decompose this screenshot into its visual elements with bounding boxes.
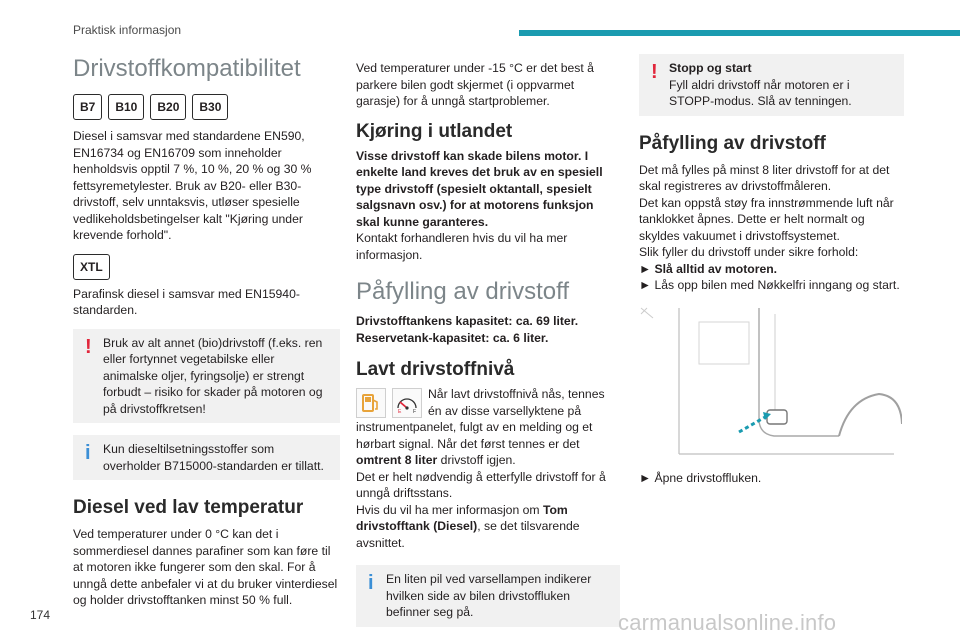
arrow-right-icon: ►: [639, 278, 652, 292]
fuel-gauge-icon: [392, 388, 422, 418]
warning-box-biofuel: [73, 329, 340, 424]
fuel-pump-icon: [356, 388, 386, 418]
warning-biofuel-text: Bruk av alt annet (bio)drivstoff (f.eks. ren eller fortynnet vegetabilske eller animalske oljer, fyringsolje) er strengt forbudt – risiko for skader på motoren og på drivstoffkretsen!: [103, 335, 323, 416]
warning-exclamation-icon: !: [85, 335, 92, 358]
refuel-section-title: Påfylling av drivstoff: [356, 278, 569, 305]
step-2: [639, 277, 904, 294]
step-3: [639, 470, 904, 487]
fuel-flap-illustration: [639, 304, 902, 458]
refuel-p2: Det kan oppstå støy fra innstrømmende luft når tanklokket åpnes. Dette er helt normalt og skyldes vakuumet i drivstoffsystemet.: [639, 195, 894, 243]
step-3-text: Åpne drivstoffluken.: [654, 470, 762, 485]
info-additives-text: Kun dieseltilsetningsstoffer som overholder B715000-standarden er tillatt.: [103, 442, 324, 473]
abroad-bold-text: Visse drivstoff kan skade bilens motor. I enkelte land kreves det bruk av en spesiell type drivstoff (spesielt oktantall, spesielt salgsnavn osv.) for at motorens funksjon skal kunne garanteres.: [356, 148, 603, 229]
reserve-capacity: Reservetank-kapasitet: ca. 6 liter.: [356, 330, 549, 345]
info-box-arrow: [356, 565, 620, 627]
low-fuel-text-a: Når lavt drivstoffnivå nås, tennes én av disse varsellyktene på instrumentpanelet, fulgt av en melding og et hørbart signal. Når det først tennes er det: [356, 387, 605, 451]
warning-box-stop-start: [639, 54, 904, 116]
column-2: [356, 50, 620, 627]
watermark-text: carmanualsonline.info: [618, 610, 837, 635]
low-fuel-text-b: drivstoff igjen.: [440, 453, 516, 467]
empty-tank-ref-b: , se det tilsvarende avsnittet.: [356, 519, 580, 550]
badge-b10: B10: [108, 94, 144, 120]
info-i-icon: i: [85, 442, 91, 464]
badge-xtl: XTL: [73, 254, 110, 280]
warning-exclamation-icon: !: [651, 61, 658, 83]
refuel-p3: Slik fyller du drivstoff under sikre forhold:: [639, 245, 859, 259]
low-temp-text: Ved temperaturer under 0 °C kan det i sommerdiesel dannes parafiner som kan føre til at motoren ikke fungerer som den skal. For å unngå dette anbefaler vi at du bruker vinterdiesel og holder drivstofftanken minst 50 % full.: [73, 527, 338, 607]
badge-b30: B30: [192, 94, 228, 120]
abroad-title: Kjøring i utlandet: [356, 120, 513, 142]
step-1-text: Slå alltid av motoren.: [654, 261, 778, 276]
column-1: [73, 50, 340, 609]
xtl-text: Parafinsk diesel i samsvar med EN15940-standarden.: [73, 286, 300, 317]
low-fuel-lamps: [356, 388, 422, 418]
step-2-text: Lås opp bilen med Nøkkelfri inngang og start.: [654, 278, 900, 292]
header-accent-bar: [519, 30, 960, 36]
refuel-p1: Det må fylles på minst 8 liter drivstoff for at det skal registreres av drivstoffmåleren.: [639, 162, 890, 193]
low-fuel-title: Lavt drivstoffnivå: [356, 359, 515, 380]
diesel-standard-text: Diesel i samsvar med standardene EN590, EN16734 og EN16709 som inneholder henholdsvis opptil 7 %, 10 %, 20 % og 30 % fettsyremetylester. Bruk av B20- eller B30-drivstoff, selv unntaksvis, utløser spesielle vedlikeholdsbetingelser kalt "Kjøring under krevende forhold".: [73, 129, 312, 242]
fuel-compat-title: Drivstoffkompatibilitet: [73, 55, 301, 82]
stop-start-title: Stopp og start: [669, 61, 752, 75]
info-box-additives: [73, 435, 340, 480]
refill-text: Det er helt nødvendig å etterfylle drivstoff for å unngå driftsstans.: [356, 469, 606, 500]
step-1: [639, 261, 904, 278]
arrow-right-icon: ►: [639, 470, 652, 485]
empty-tank-ref: [356, 502, 620, 552]
fuel-badges: [73, 94, 340, 120]
column-3: [639, 50, 904, 486]
svg-text:E: E: [398, 409, 402, 414]
refuelling-title: Påfylling av drivstoff: [639, 132, 826, 154]
empty-tank-ref-a: Hvis du vil ha mer informasjon om: [356, 502, 540, 517]
stop-start-text: Fyll aldri drivstoff når motoren er i STOPP-modus. Slå av tenningen.: [669, 77, 852, 108]
badge-b7: B7: [73, 94, 102, 120]
tank-capacity: Drivstofftankens kapasitet: ca. 69 liter.: [356, 314, 579, 328]
arrow-right-icon: ►: [639, 261, 652, 276]
badge-b20: B20: [150, 94, 186, 120]
header-section-title: Praktisk informasjon: [73, 23, 182, 37]
page-number: 174: [30, 608, 51, 622]
empty-tank-link: Tom drivstofftank (Diesel): [356, 502, 568, 533]
info-i-icon: i: [368, 572, 374, 594]
low-fuel-amount: omtrent 8 liter: [356, 453, 438, 467]
abroad-text: Kontakt forhandleren hvis du vil ha mer informasjon.: [356, 231, 568, 262]
svg-text:F: F: [413, 409, 417, 414]
cold-parking-text: Ved temperaturer under -15 °C er det best å parkere bilen godt skjermet (i oppvarmet garasje) for å unngå startproblemer.: [356, 61, 594, 108]
info-arrow-text: En liten pil ved varsellampen indikerer hvilken side av bilen drivstoffluken befinner seg på.: [386, 572, 592, 619]
xtl-badges: [73, 254, 340, 280]
low-temp-title: Diesel ved lav temperatur: [73, 497, 304, 518]
